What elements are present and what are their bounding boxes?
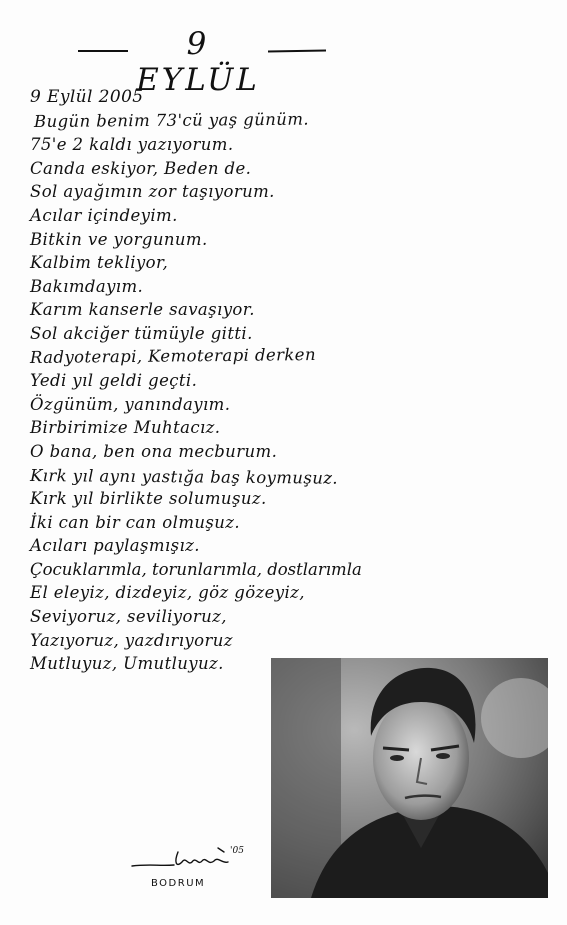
poem-line: Sol ayağımın zor taşıyorum. bbox=[30, 182, 275, 202]
poem-line: Seviyoruz, seviliyoruz, bbox=[30, 607, 227, 627]
poem-line: Bugün benim 73'cü yaş günüm. bbox=[33, 109, 310, 131]
poem-line: Mutluyuz, Umutluyuz. bbox=[30, 654, 224, 674]
poem-line: Yazıyoruz, yazdırıyoruz bbox=[30, 630, 233, 650]
poem-line: İki can bir can olmuşuz. bbox=[30, 512, 241, 532]
place-name: BODRUM bbox=[151, 878, 206, 889]
page-title: 9 EYLÜL bbox=[136, 26, 260, 98]
poem-line: Kırk yıl aynı yastığa baş koymuşuz. bbox=[29, 465, 339, 488]
poem-line: Yedi yıl geldi geçti. bbox=[30, 371, 198, 391]
signature bbox=[130, 846, 240, 872]
poem-line: Birbirimize Muhtacız. bbox=[30, 418, 221, 438]
poem-line: Radyoterapi, Kemoterapi derken bbox=[29, 344, 317, 367]
poem-line: Kalbim tekliyor, bbox=[30, 253, 169, 273]
poem-line: Acılar içindeyim. bbox=[30, 205, 178, 225]
portrait-photo-icon bbox=[271, 658, 548, 898]
title-rule-right bbox=[268, 49, 326, 52]
poem-line: Acıları paylaşmışız. bbox=[30, 536, 200, 556]
poem-line: Bakımdayım. bbox=[30, 276, 144, 296]
poem-line: Karım kanserle savaşıyor. bbox=[30, 300, 255, 320]
poem-line: Özgünüm, yanındayım. bbox=[30, 394, 231, 414]
signature-year: '05 bbox=[230, 846, 244, 856]
poem-line: Kırk yıl birlikte solumuşuz. bbox=[30, 489, 267, 509]
poem-line: Sol akciğer tümüyle gitti. bbox=[30, 323, 253, 343]
poem-date: 9 Eylül 2005 bbox=[30, 87, 144, 107]
title-row bbox=[70, 26, 330, 98]
poem-line: Bitkin ve yorgunum. bbox=[30, 229, 208, 249]
poem-line: Canda eskiyor, Beden de. bbox=[30, 158, 252, 178]
title-rule-left bbox=[78, 50, 128, 52]
poem-line: Çocuklarımla, torunlarımla, dostlarımla bbox=[30, 559, 362, 579]
poem-line: O bana, ben ona mecburum. bbox=[30, 441, 278, 461]
poem-line: El eleyiz, dizdeyiz, göz gözeyiz, bbox=[30, 583, 305, 603]
portrait-photo bbox=[271, 658, 548, 898]
poem-line: 75'e 2 kaldı yazıyorum. bbox=[30, 135, 234, 155]
poem-body bbox=[30, 86, 400, 676]
